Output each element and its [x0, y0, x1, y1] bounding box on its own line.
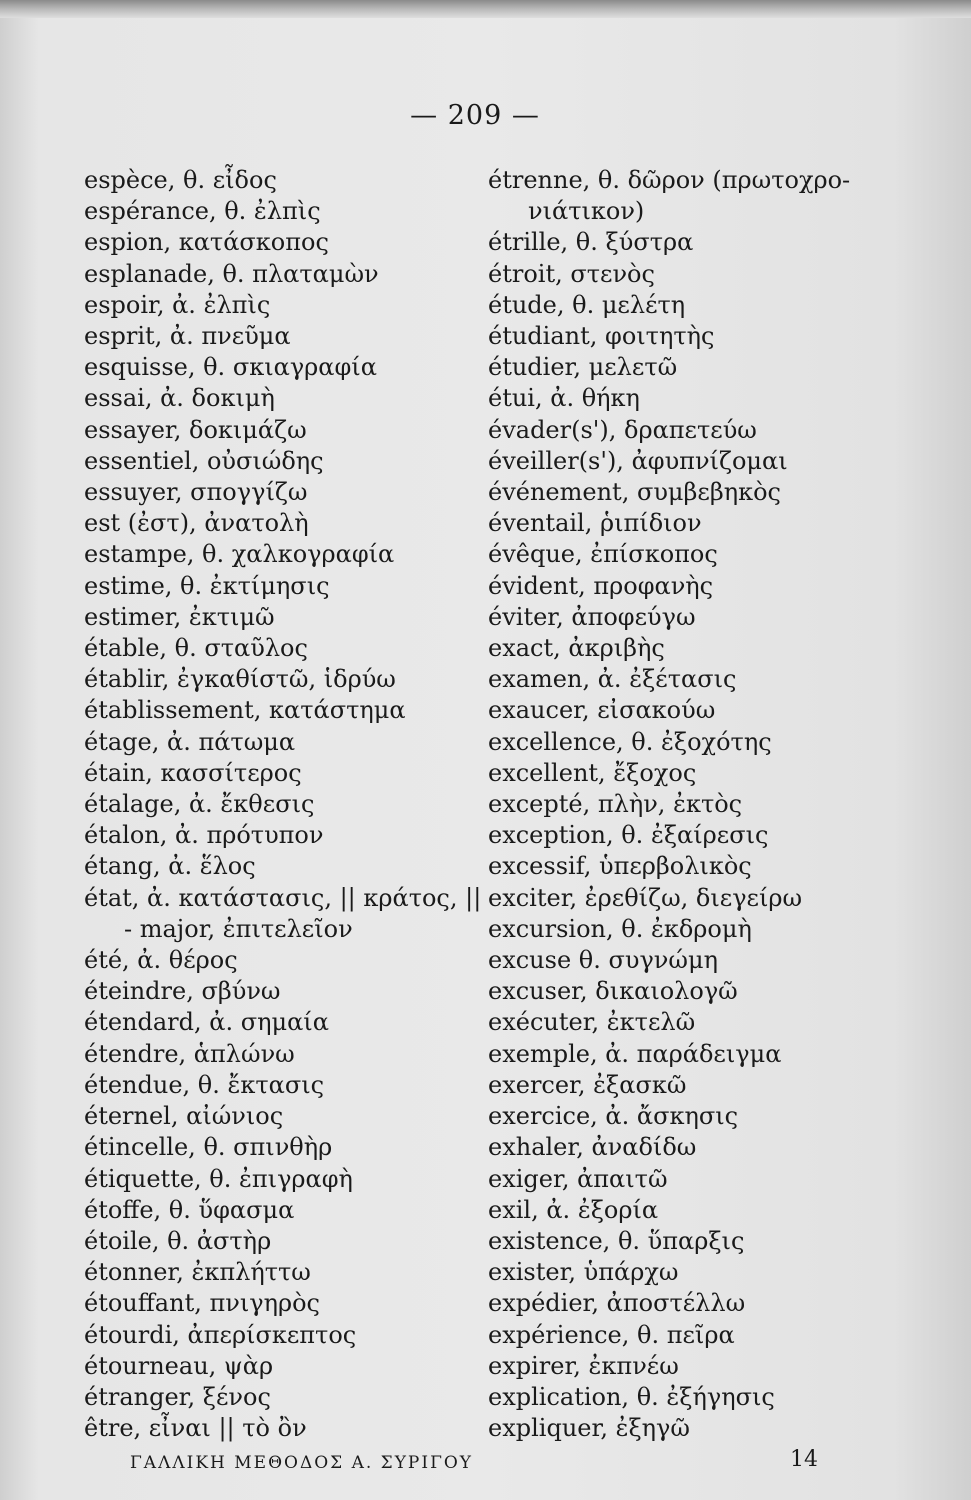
dictionary-entry: essayer, δοκιμάζω — [84, 415, 307, 444]
dictionary-entry: établir, ἐγκαθίστῶ, ἱδρύω — [84, 665, 396, 694]
dictionary-entry: excuser, δικαιολογῶ — [488, 977, 738, 1006]
dictionary-entry: étui, ἀ. θήκη — [488, 384, 640, 413]
dictionary-entry: étable, θ. σταῦλος — [84, 634, 308, 663]
dictionary-entry: espoir, ἀ. ἐλπὶς — [84, 290, 271, 319]
dictionary-entry: excuse θ. συγνώμη — [488, 946, 718, 975]
dictionary-entry: est (ἐστ), ἀνατολὴ — [84, 509, 309, 538]
dictionary-entry: exact, ἀκριβὴς — [488, 634, 665, 663]
dictionary-entry: excepté, πλὴν, ἐκτὸς — [488, 790, 743, 819]
dictionary-entry: étendard, ἀ. σημαία — [84, 1008, 329, 1037]
dictionary-entry: expliquer, ἐξηγῶ — [488, 1414, 690, 1443]
dictionary-entry: esprit, ἀ. πνεῦμα — [84, 322, 291, 351]
dictionary-entry: examen, ἀ. ἐξέτασις — [488, 665, 737, 694]
dictionary-entry: existence, θ. ὕπαρξις — [488, 1226, 745, 1255]
dictionary-entry: éviter, ἀποφεύγω — [488, 602, 696, 631]
dictionary-entry: étoffe, θ. ὕφασμα — [84, 1195, 295, 1224]
dictionary-entry-continuation: νιάτικον) — [528, 197, 645, 226]
dictionary-entry: éteindre, σβύνω — [84, 977, 281, 1006]
dictionary-entry: étrenne, θ. δῶρον (πρωτοχρο- — [488, 166, 851, 194]
dictionary-entry-continuation: - major, ἐπιτελεῖον — [124, 914, 353, 943]
dictionary-entry: étage, ἀ. πάτωμα — [84, 727, 296, 756]
dictionary-entry: évident, προφανὴς — [488, 571, 714, 600]
dictionary-entry: étain, κασσίτερος — [84, 758, 302, 787]
dictionary-entry: essentiel, οὐσιώδης — [84, 446, 324, 475]
dictionary-entry: étalage, ἀ. ἔκθεσις — [84, 790, 315, 819]
dictionary-entry: étude, θ. μελέτη — [488, 290, 686, 319]
dictionary-entry: étrille, θ. ξύστρα — [488, 228, 694, 257]
dictionary-entry: exception, θ. ἐξαίρεσις — [488, 821, 769, 850]
page-number: — 209 — — [410, 100, 540, 131]
dictionary-entry: excellence, θ. ἐξοχότης — [488, 727, 772, 756]
dictionary-entry: espèce, θ. εἶδος — [84, 166, 277, 194]
dictionary-entry: exister, ὑπάρχω — [488, 1258, 679, 1287]
right-column — [488, 165, 850, 1444]
dictionary-entry: excursion, θ. ἐκδρομὴ — [488, 914, 752, 943]
dictionary-entry: essai, ἀ. δοκιμὴ — [84, 384, 275, 413]
dictionary-entry: événement, συμβεβηκὸς — [488, 478, 781, 507]
dictionary-entry: étincelle, θ. σπινθὴρ — [84, 1133, 333, 1162]
dictionary-entry: exhaler, ἀναδίδω — [488, 1133, 697, 1162]
dictionary-entry: évader(s'), δραπετεύω — [488, 415, 757, 444]
dictionary-entry: étourneau, ψὰρ — [84, 1351, 274, 1380]
dictionary-entry: expirer, ἐκπνέω — [488, 1351, 679, 1380]
dictionary-entry: étalon, ἀ. πρότυπον — [84, 821, 324, 850]
dictionary-entry: étoile, θ. ἀστὴρ — [84, 1226, 272, 1255]
left-column — [84, 165, 481, 1444]
dictionary-entry: été, ἀ. θέρος — [84, 946, 238, 975]
dictionary-entry: exécuter, ἐκτελῶ — [488, 1008, 696, 1037]
dictionary-entry: évêque, ἐπίσκοπος — [488, 540, 718, 569]
footer-signature: 14 — [790, 1447, 818, 1472]
dictionary-entry: étendre, ἁπλώνω — [84, 1039, 295, 1068]
dictionary-entry: explication, θ. ἐξήγησις — [488, 1382, 775, 1411]
dictionary-entry: étouffant, πνιγηρὸς — [84, 1289, 320, 1318]
dictionary-entry: espérance, θ. ἐλπὶς — [84, 197, 321, 226]
dictionary-entry: état, ἀ. κατάστασις, || κράτος, || — [84, 883, 482, 912]
dictionary-entry: exercer, ἐξασκῶ — [488, 1070, 687, 1099]
dictionary-entry: établissement, κατάστημα — [84, 696, 406, 725]
dictionary-entry: exaucer, εἰσακούω — [488, 696, 716, 725]
dictionary-entry: essuyer, σπογγίζω — [84, 478, 308, 507]
dictionary-entry: éternel, αἰώνιος — [84, 1102, 284, 1131]
dictionary-entry: étiquette, θ. ἐπιγραφὴ — [84, 1164, 353, 1193]
dictionary-entry: étudier, μελετῶ — [488, 353, 678, 382]
dictionary-entry: excellent, ἔξοχος — [488, 758, 697, 787]
dictionary-entry: estampe, θ. χαλκογραφία — [84, 540, 395, 569]
dictionary-entry: estimer, ἐκτιμῶ — [84, 602, 275, 631]
dictionary-entry: espion, κατάσκοπος — [84, 228, 329, 257]
dictionary-entry: excessif, ὑπερβολικὸς — [488, 852, 752, 881]
dictionary-entry: esplanade, θ. πλαταμὼν — [84, 259, 379, 288]
dictionary-entry: étourdi, ἀπερίσκεπτος — [84, 1320, 357, 1349]
dictionary-entry: étendue, θ. ἔκτασις — [84, 1070, 325, 1099]
dictionary-entry: éveiller(s'), ἀφυπνίζομαι — [488, 446, 788, 475]
dictionary-entry: exiger, ἀπαιτῶ — [488, 1164, 668, 1193]
dictionary-entry: éventail, ῥιπίδιον — [488, 509, 702, 538]
dictionary-entry: exercice, ἀ. ἄσκησις — [488, 1102, 739, 1131]
dictionary-entry: expérience, θ. πεῖρα — [488, 1320, 735, 1349]
dictionary-entry: étang, ἀ. ἕλος — [84, 852, 256, 881]
footer-title: ΓΑΛΛΙΚΗ ΜΕΘΟΔΟΣ Α. ΣΥΡΙΓΟΥ — [130, 1453, 474, 1473]
dictionary-entry: exemple, ἀ. παράδειγμα — [488, 1039, 782, 1068]
page-top-edge — [0, 0, 971, 18]
dictionary-entry: exciter, ἐρεθίζω, διεγείρω — [488, 883, 803, 912]
dictionary-entry: étranger, ξένος — [84, 1382, 271, 1411]
dictionary-entry: étroit, στενὸς — [488, 259, 655, 288]
dictionary-entry: étudiant, φοιτητὴς — [488, 322, 715, 351]
dictionary-entry: estime, θ. ἐκτίμησις — [84, 571, 330, 600]
dictionary-entry: être, εἶναι || τὸ ὂν — [84, 1414, 307, 1443]
dictionary-entry: esquisse, θ. σκιαγραφία — [84, 353, 377, 382]
dictionary-entry: étonner, ἐκπλήττω — [84, 1258, 311, 1287]
dictionary-entry: expédier, ἀποστέλλω — [488, 1289, 746, 1318]
dictionary-entry: exil, ἀ. ἐξορία — [488, 1195, 659, 1224]
